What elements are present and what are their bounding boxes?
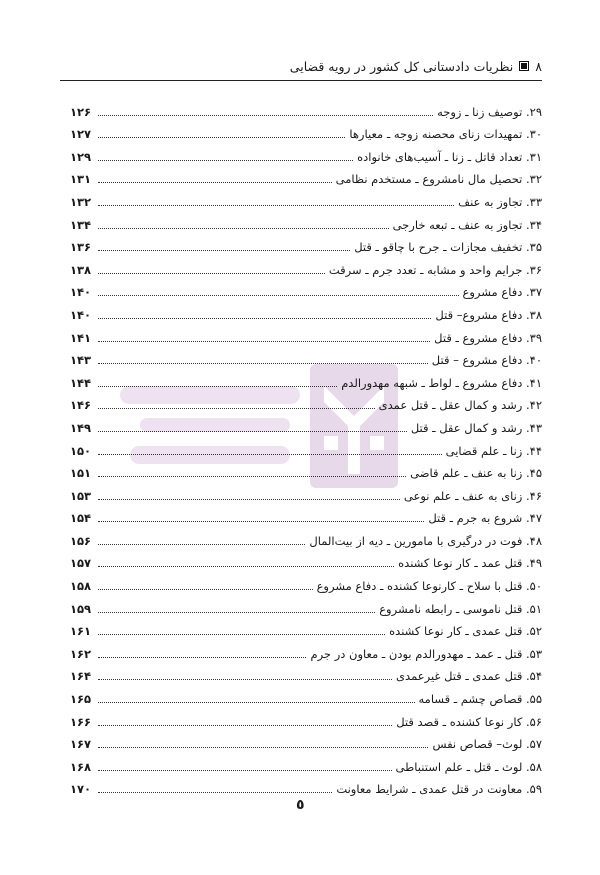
toc-entry-page: ۱۳۱ <box>70 172 92 187</box>
toc-entry <box>70 638 542 661</box>
toc-entry-title: ۴۹. قتل عمد ـ کار نوعا کشنده <box>398 556 542 571</box>
dot-leader <box>98 137 345 138</box>
toc-entry-page: ۱۵۸ <box>70 579 92 594</box>
dot-leader <box>98 341 430 342</box>
toc-entry-title: ۳۳. تجاوز به عنف <box>458 194 542 209</box>
toc-entry-page: ۱۴۱ <box>70 330 92 345</box>
toc-entry-title: ۳۲. تحصیل مال نامشروع ـ مستخدم نظامی <box>335 172 542 187</box>
dot-leader <box>98 160 353 161</box>
footer-mark: ٥ <box>296 797 305 813</box>
dot-leader <box>98 250 350 251</box>
dot-leader <box>98 499 400 500</box>
toc-entry <box>70 616 542 639</box>
dot-leader <box>98 386 337 387</box>
toc-entry <box>70 299 542 322</box>
toc-entry-title: ۵۱. قتل ناموسی ـ رابطه نامشروع <box>379 601 542 616</box>
header-rule <box>60 80 542 81</box>
dot-leader <box>98 454 442 455</box>
dot-leader <box>98 115 433 116</box>
toc-entry-page: ۱۴۰ <box>70 307 92 322</box>
toc-entry-page: ۱۵۹ <box>70 601 92 616</box>
toc-entry-page: ۱۶۲ <box>70 646 92 661</box>
toc-entry <box>70 751 542 774</box>
running-header <box>60 56 542 76</box>
toc-entry-title: ۵۰. قتل با سلاح ـ کارنوعا کشنده ـ دفاع مشروع <box>316 579 542 594</box>
toc-entry <box>70 277 542 300</box>
dot-leader <box>98 679 392 680</box>
toc-entry-page: ۱۶۴ <box>70 669 92 684</box>
toc-entry-title: ۴۲. رشد و کمال عقل ـ قتل عمدی <box>378 398 542 413</box>
dot-leader <box>98 566 394 567</box>
toc-entry-page: ۱۶۱ <box>70 624 92 639</box>
toc-entry-page: ۱۲۷ <box>70 127 92 142</box>
dot-leader <box>98 725 392 726</box>
toc-entry <box>70 390 542 413</box>
toc-entry <box>70 548 542 571</box>
toc-entry-page: ۱۳۸ <box>70 262 92 277</box>
toc-entry-title: ۴۱. دفاع مشروع ـ لواط ـ شبهه مهدورالدم <box>341 375 542 390</box>
toc-entry <box>70 412 542 435</box>
toc-entry-title: ۴۶. زنای به عنف ـ علم نوعی <box>403 488 542 503</box>
dot-leader <box>98 363 428 364</box>
dot-leader <box>98 273 325 274</box>
toc-entry-title: ۳۴. تجاوز به عنف ـ تبعه خارجی <box>392 217 542 232</box>
toc-entry-title: ۵۵. قصاص چشم ـ قسامه <box>418 692 542 707</box>
toc-entry <box>70 164 542 187</box>
toc-entry-title: ۵۸. لوث ـ قتل ـ علم استنباطی <box>395 759 542 774</box>
toc-entry-page: ۱۶۸ <box>70 759 92 774</box>
toc-entry <box>70 480 542 503</box>
toc-entry-page: ۱۴۳ <box>70 353 92 368</box>
square-bullet-icon <box>519 61 529 71</box>
header-page-number: ۸ <box>535 58 542 74</box>
toc-entry-title: ۴۸. فوت در درگیری با مامورین ـ دیه از بیت‌المال <box>309 533 542 548</box>
toc-entry-page: ۱۲۶ <box>70 104 92 119</box>
dot-leader <box>98 476 406 477</box>
toc-entry-page: ۱۵۷ <box>70 556 92 571</box>
toc-entry-page: ۱۵۳ <box>70 488 92 503</box>
toc-entry <box>70 683 542 706</box>
toc-entry <box>70 119 542 142</box>
toc-entry <box>70 706 542 729</box>
dot-leader <box>98 657 306 658</box>
toc-entry-title: ۳۰. تمهیدات زنای محصنه زوجه ـ معیارها <box>349 127 542 142</box>
toc-entry <box>70 525 542 548</box>
toc-entry <box>70 186 542 209</box>
toc-entry-page: ۱۴۹ <box>70 420 92 435</box>
toc-entry-title: ۵۴. قتل عمدی ـ قتل غیرعمدی <box>396 669 542 684</box>
toc-entry <box>70 570 542 593</box>
dot-leader <box>98 318 431 319</box>
toc-entry-title: ۳۱. تعداد قاتل ـ زنا ـ آسیب‌های خانواده <box>357 149 542 164</box>
toc-entry-title: ۵۹. معاونت در قتل عمدی ـ شرایط معاونت <box>336 782 542 797</box>
dot-leader <box>98 634 385 635</box>
dot-leader <box>98 770 392 771</box>
dot-leader <box>98 228 389 229</box>
toc-entry-title: ۴۴. زنا ـ علم قضایی <box>445 443 542 458</box>
toc-entry-page: ۱۳۶ <box>70 240 92 255</box>
toc-entry <box>70 661 542 684</box>
toc-entry-page: ۱۵۴ <box>70 511 92 526</box>
dot-leader <box>98 544 305 545</box>
toc-entry-title: ۴۳. رشد و کمال عقل ـ قتل <box>410 420 542 435</box>
toc-entry-page: ۱۴۰ <box>70 285 92 300</box>
toc-entry-title: ۳۷. دفاع مشروع <box>462 285 542 300</box>
dot-leader <box>98 431 407 432</box>
toc-entry <box>70 458 542 481</box>
toc-entry <box>70 254 542 277</box>
dot-leader <box>98 702 415 703</box>
toc-entry-title: ۵۷. لوث– قصاص نفس <box>432 737 542 752</box>
toc-entry-title: ۵۳. قتل ـ عمد ـ مهدورالدم بودن ـ معاون در جرم <box>310 646 542 661</box>
header-title: نظریات دادستانی کل کشور در رویه قضایی <box>289 58 514 74</box>
toc-entry-title: ۳۸. دفاع مشروع– قتل <box>435 307 542 322</box>
toc-entry <box>70 345 542 368</box>
toc-entry-page: ۱۷۰ <box>70 782 92 797</box>
toc-entry-page: ۱۳۲ <box>70 194 92 209</box>
toc-entry-page: ۱۴۶ <box>70 398 92 413</box>
toc-entry <box>70 435 542 458</box>
toc-entry-page: ۱۵۱ <box>70 466 92 481</box>
toc-entry <box>70 593 542 616</box>
dot-leader <box>98 182 332 183</box>
toc-entry <box>70 729 542 752</box>
toc-entry <box>70 322 542 345</box>
toc-entry <box>70 141 542 164</box>
toc-entry-title: ۳۶. جرایم واحد و مشابه ـ تعدد جرم ـ سرقت <box>328 262 542 277</box>
dot-leader <box>98 612 375 613</box>
dot-leader <box>98 589 313 590</box>
toc-entry-page: ۱۶۵ <box>70 692 92 707</box>
toc-entry-page: ۱۵۶ <box>70 533 92 548</box>
toc-entry-title: ۲۹. توصیف زنا ـ زوجه <box>437 104 542 119</box>
dot-leader <box>98 747 428 748</box>
toc-entry-page: ۱۶۶ <box>70 714 92 729</box>
dot-leader <box>98 205 454 206</box>
table-of-contents <box>70 96 542 796</box>
toc-entry <box>70 232 542 255</box>
toc-entry-page: ۱۲۹ <box>70 149 92 164</box>
toc-entry <box>70 503 542 526</box>
dot-leader <box>98 295 459 296</box>
toc-entry-title: ۳۹. دفاع مشروع ـ قتل <box>434 330 542 345</box>
toc-entry-page: ۱۶۷ <box>70 737 92 752</box>
toc-entry-title: ۵۶. کار نوعا کشنده ـ قصد قتل <box>396 714 542 729</box>
toc-entry-page: ۱۵۰ <box>70 443 92 458</box>
toc-entry <box>70 209 542 232</box>
toc-entry-title: ۳۵. تخفیف مجازات ـ جرح با چاقو ـ قتل <box>354 240 542 255</box>
toc-entry-title: ۴۵. زنا به عنف ـ علم قاضی <box>410 466 542 481</box>
toc-entry-title: ۴۰. دفاع مشروع – قتل <box>431 353 542 368</box>
dot-leader <box>98 521 424 522</box>
toc-entry-page: ۱۳۴ <box>70 217 92 232</box>
dot-leader <box>98 792 332 793</box>
toc-entry <box>70 774 542 797</box>
toc-entry-title: ۵۲. قتل عمدی ـ کار نوعا کشنده <box>389 624 542 639</box>
toc-entry <box>70 96 542 119</box>
dot-leader <box>98 408 375 409</box>
toc-entry <box>70 367 542 390</box>
toc-entry-title: ۴۷. شروع به جرم ـ قتل <box>428 511 542 526</box>
toc-entry-page: ۱۴۴ <box>70 375 92 390</box>
